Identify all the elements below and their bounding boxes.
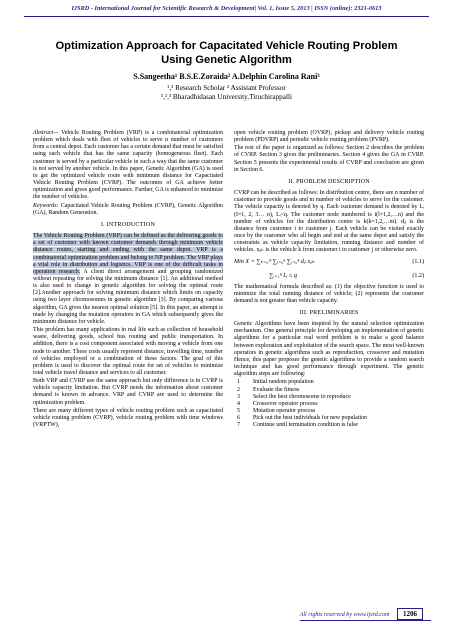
section-heading-preliminaries: III. PRELIMINARIES (299, 309, 359, 316)
page-footer (300, 608, 423, 620)
formula-explanation: The mathematical formula described as: (1) the objective function is used to minimize the total running distance of vehicle; (2) represents the customer demand is not greater than vehicle capacity. (234, 283, 424, 304)
equation-1-formula: Min X = ∑ₖ₌₀ᵐ ∑ⱼ₌₀ⁿ ∑ᵢ₌₀ⁿ dᵢⱼ xᵢⱼₖ (234, 258, 315, 265)
equation-2-formula: ∑ᵢ₌₁ⁿ Lᵢ ≤ q (269, 272, 297, 279)
intro-paragraph-1-rest: A client direct arrangement and grouping randomized without repeating for solving the minimum distance [1]. An additional method is also used to change in genetic algorithm for solving the optimal route [2].Another approach for solving minimum distance which limits on capacity using two layer chromosomes in genetic algorithm [3]. By comparing various algorithm, GA gives the nearest optimal solution [5]. In this paper, an attempt is made by changing the mutation operators in GA which subsequently gives the minimum distance for vehicle. (33, 268, 223, 325)
affiliation-roles: ¹,³ Research Scholar ² Assistant Professor (167, 84, 286, 92)
affiliations (40, 84, 413, 102)
preliminaries-paragraph: Genetic Algorithms have been inspired by the natural selection optimization mechanism. One general principle for developing an implementation of genetic algorithms for a particular real word problem is to make a good balance between exploration and exploitation of the search space. The most well-known operators in genetic algorithms such as reproduction, crossover and mutation Hence, this paper proposes the genetic algorithms to provide a random search technique and has good performance through experiment. The genetic algorithm steps are following: (234, 321, 424, 378)
left-column (33, 130, 223, 430)
list-item: 5 Mutation operator process (237, 408, 316, 414)
intro-paragraph-1 (33, 233, 223, 326)
keywords-label: Keywords: (33, 202, 59, 209)
journal-header: IJSRD - International Journal for Scientific Research & Development| Vol. 1, Issue 5, 2013 | ISSN (online): 2321-0613 (71, 5, 382, 12)
keywords (33, 203, 223, 217)
paper-authors: S.Sangeetha¹ B.S.E.Zoraida² A.Delphin Carolina Rani³ (133, 72, 320, 81)
section-heading-problem-description: II. PROBLEM DESCRIPTION (288, 178, 370, 185)
affiliation-university: ¹,²,³ Bharadhidasan University,Tiruchirappalli (161, 93, 292, 102)
list-item: 2 Evaluate the fitness (237, 386, 300, 393)
abstract (33, 130, 223, 202)
highlighted-text: The Vehicle Routing Problem (VRP) can be defined as the delivering goods to a set of customer with known customer demands through minimum vehicle distance routes, starting and ending with the same depot. VRP is a combinatorial optimization problem and belong to NP problem. The VRP plays a vital role in distribution and logistics. VRP is one of the difficult tasks in operation research. (33, 233, 223, 275)
section-heading-introduction: I. INTRODUCTION (100, 221, 156, 228)
equation-2-number: (1.2) (412, 272, 424, 279)
equation-1-number: (1.1) (412, 258, 424, 265)
right-column (234, 130, 424, 429)
footer-rights-text: All rights reserved by www.ijsrd.com (299, 612, 390, 618)
intro-paragraph-3: Both VRP and CVRP use the same approach but only difference is in CVRP is vehicle capacity limitation. But CVRP needs the information about customer demand is known in advance. VRP and CVRP are used to determine the optimization problem. (33, 378, 223, 406)
footer-rule (300, 620, 431, 621)
paper-title: Optimization Approach for Capacitated Vehicle Routing Problem Using Genetic Algorithm (55, 40, 398, 66)
abstract-text: Vehicle Routing Problem (VRP) is a combinatorial optimization problem which deals with fleet of vehicles to serve n number of customers from a central depot. Each customer has a certain demand that must be satisfied using each vehicle that has the same capacity (homogeneous fleet). Each customer is served by a particular vehicle in such a way that the same customer is not served by another vehicle. In this paper, Genetic Algorithm (GA) is used to get the optimized vehicle route with minimum distance for Capacitated Vehicle Routing Problem (CVRP). The outcomes of GA achieve better optimization and gives good performance. Further, GA is enhanced to minimize the number of vehicles. (33, 130, 223, 201)
abstract-label: Abstract— (33, 130, 59, 136)
keywords-text: Capacitated Vehicle Routing Problem (CVRP), Genetic Algorithm (GA), Random Generation. (33, 202, 223, 216)
list-item: 4 Crossover operator process (237, 400, 318, 407)
page-number: 1206 (397, 608, 423, 620)
list-item: 1 Initial random population (237, 379, 314, 386)
list-item: 7 Continue until termination condition is false (237, 422, 359, 429)
equation-1 (234, 256, 424, 270)
intro-paragraph-2: This problem has many applications in real life such as collection of household waste, delivering goods, school bus routing and public transportation. In addition, there is a cost component associated with moving a vehicle from one node to another. These costs usually represent distance, travelling time, number of vehicles employed or a combination of these factors. The goal of this problem is used to discover the optimal route for set of vehicles to minimize total vehicle travel distance and services to all customer. (33, 327, 223, 376)
paper-organization: The rest of the paper is organized as follows: Section 2 describes the problem of CVRP. Section 3 gives the preliminaries. Section 4 gives the GA in CVRP. Section 5 presents the experimental results of CVRP and conclusion are given in Section 6. (234, 145, 424, 173)
ga-steps-list (234, 379, 424, 429)
problem-paragraph: CVRP can be described as follows: In distribution centre, there are n number of customer to provide goods and m number of vehicles to serve for the customer. The vehicle capacity is denoted by q. Each customer demand is denoted by Lᵢ (I=1, 2, 3… n), Lᵢ<q. The customer node numbered is i(l=1,2,…n) and the number of vehicles for the distribution centre is k(k=1,2,…m). dᵢⱼ is the distance from customer i to customer j. Each vehicle can be visited exactly once by the customer who all begin and end at the same depot and satisfy the constraints as vehicle capacity limitation, running distance and number of vehicles. xᵢⱼₖ is the vehicle k from customer i to customer j or otherwise zero. (234, 190, 424, 254)
list-item: 6 Pick out the best individuals for new population (237, 415, 367, 422)
header-rule (24, 16, 429, 17)
intro-paragraph-4: There are many different types of vehicle routing problem such as capacitated vehicle routing problem (CVRP), vehicle routing problem with time windows (VRPTW), (33, 407, 223, 429)
intro-continuation: open vehicle routing problem (OVRP), pickup and delivery vehicle routing problem (PDVRP) and periodic vehicle routing problem (PVRP). (234, 130, 424, 144)
list-item: 3 Select the best chromosome to reproduce (237, 393, 351, 400)
equation-2 (234, 270, 424, 284)
